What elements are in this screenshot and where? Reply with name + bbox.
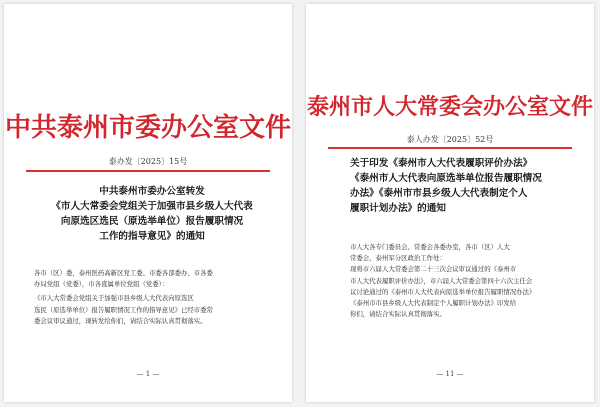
subject-line: 中共泰州市委办公室转发 <box>99 186 205 197</box>
body-line: 各市（区）委，泰州医药高新区党工委、市委各部委办、市各委 <box>34 269 213 277</box>
page-number: — 11 — <box>436 370 464 378</box>
body-line: 《泰州市市县乡级人大代表制定个人履职计划办法》印发给 <box>350 299 517 308</box>
subject-line: 办法》《泰州市市县乡级人大代表制定个人 <box>350 188 528 199</box>
subject-line: 工作的指导意见》的通知 <box>99 231 205 242</box>
body-line: 办局党组（党委），市各直属单位党组（党委）： <box>34 280 169 289</box>
body-line: 委会议审议通过，现转发给你们，请结合实际认真贯彻落实。 <box>34 316 207 325</box>
document-page-right <box>306 4 594 402</box>
document-header-title: 中共泰州市委办公室文件 <box>4 113 291 143</box>
notice-subject <box>350 156 572 216</box>
body-line: 市人大代表履职评价办法》，市六届人大常委会第四十六次主任会 <box>350 276 533 285</box>
body-line: 现将市六届人大常委会第二十三次会议审议通过的《泰州市 <box>350 265 517 274</box>
body-line: 常委会，泰州军分区政治工作处： <box>350 254 446 263</box>
notice-body <box>350 242 574 320</box>
page-number: — 1 — <box>136 370 160 378</box>
document-number: 泰人办发〔2025〕52号 <box>406 135 494 144</box>
subject-line: 《市人大常委会党组关于加强市县乡级人大代表 <box>51 201 253 212</box>
subject-line: 履职计划办法》的通知 <box>350 203 446 214</box>
body-line: 市人大各专门委员会、常委会各委办室，各市（区）人大 <box>350 243 510 251</box>
subject-line: 《泰州市人大代表向原选举单位报告履职情况 <box>350 173 542 184</box>
red-divider-line <box>26 170 270 172</box>
subject-line: 关于印发《泰州市人大代表履职评价办法》 <box>350 158 533 169</box>
document-number: 泰办发〔2025〕15号 <box>108 157 188 166</box>
document-header-title: 泰州市人大常委会办公室文件 <box>306 94 593 120</box>
subject-line: 向原选区选民（原选举单位）报告履职情况 <box>60 216 244 227</box>
body-line: 议讨论通过的《泰州市人大代表向原选举单位报告履职情况办法》 <box>350 287 536 296</box>
red-divider-line <box>328 147 572 149</box>
body-line: 选民（原选举单位）报告履职情况工作的指导意见》已经市委常 <box>34 305 213 314</box>
body-line: 《市人大常委会党组关于加强市县乡级人大代表向原选区 <box>34 294 194 303</box>
document-page-left <box>4 4 292 402</box>
body-line: 你们，请结合实际认真贯彻落实。 <box>350 310 446 319</box>
notice-body <box>34 268 270 327</box>
notice-subject <box>42 184 262 244</box>
